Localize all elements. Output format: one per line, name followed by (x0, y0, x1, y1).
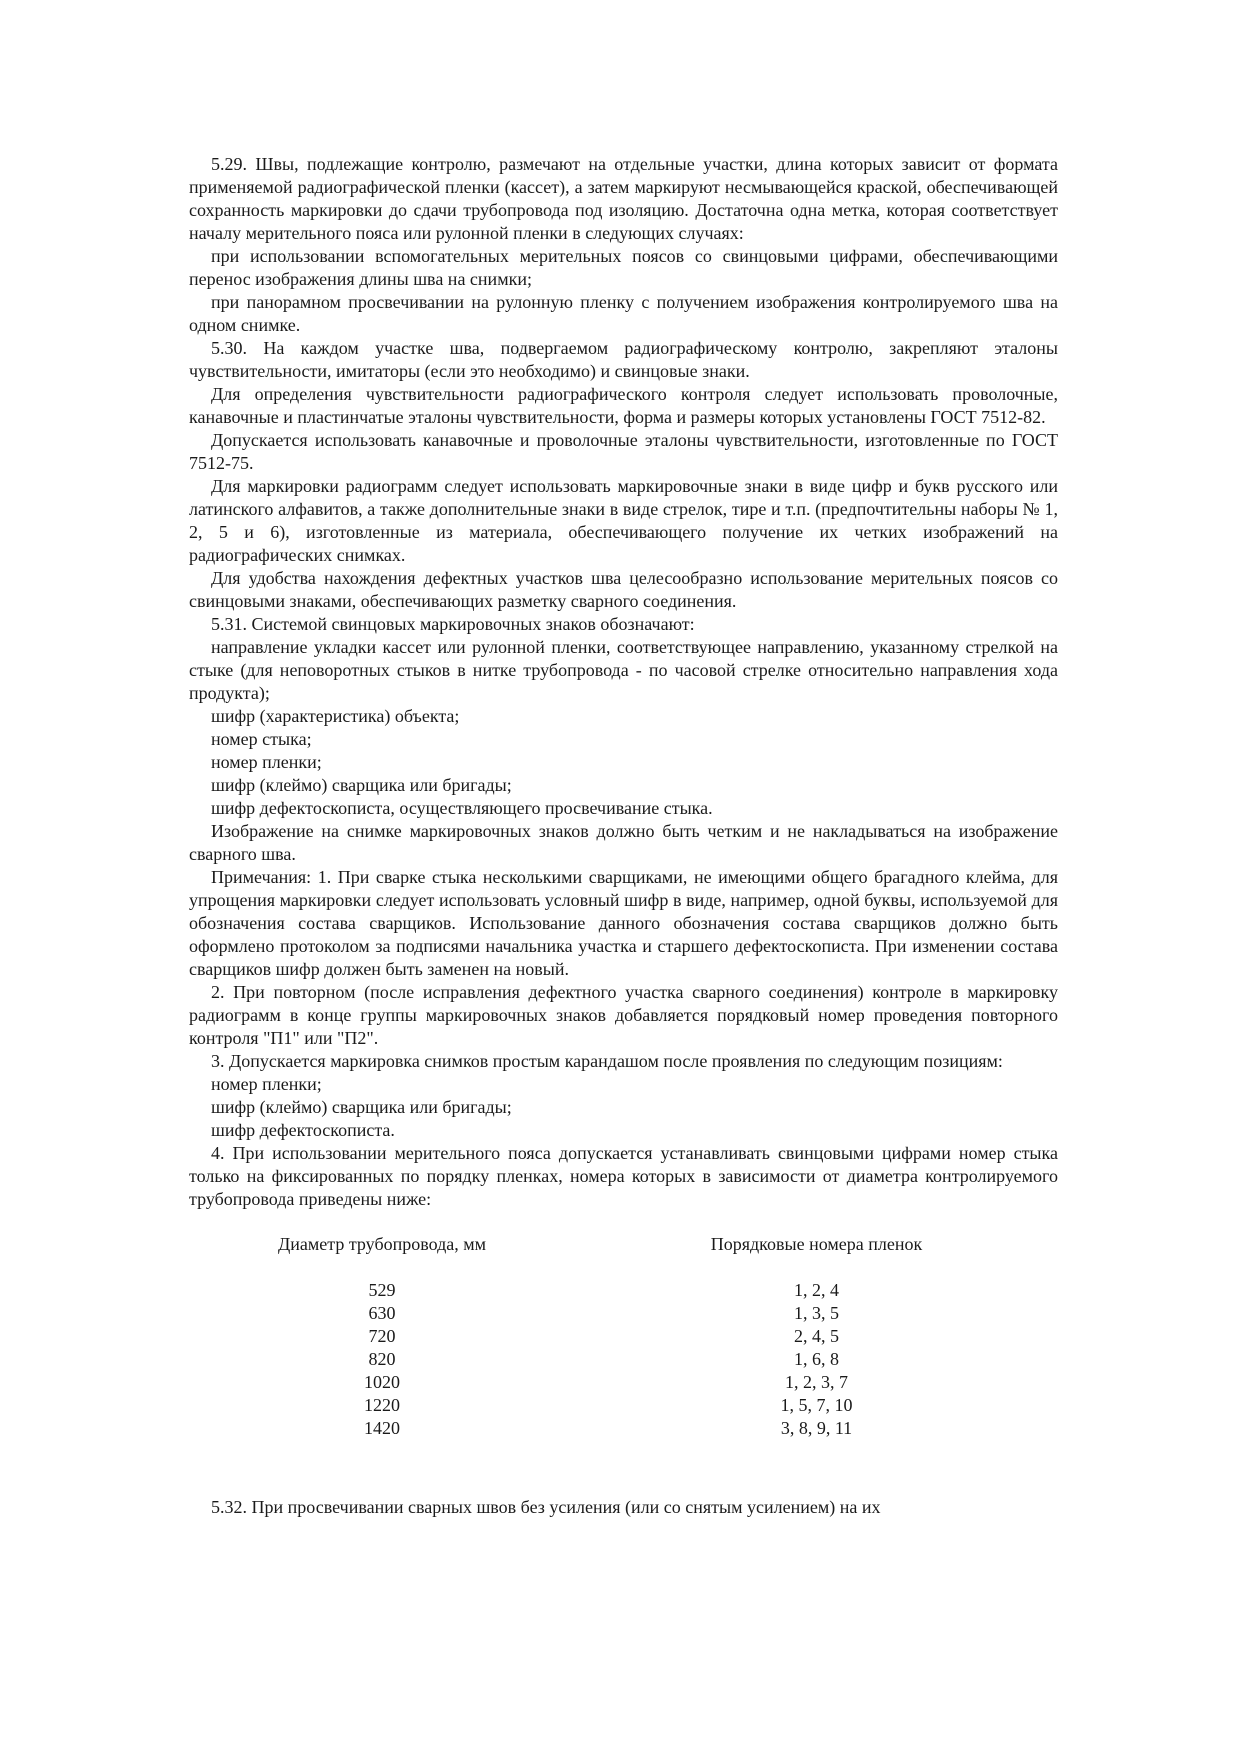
table-row (189, 1348, 1058, 1371)
document-page (189, 153, 1058, 1519)
paragraph-note-1: Примечания: 1. При сварке стыка несколькими сварщиками, не имеющими общего брагадного клейма, для упрощения маркировки следует использовать условный шифр в виде, например, одной буквы, используемой для обозначения состава сварщиков. Использование данного обозначения состава сварщиков должно быть оформлено протоколом за подписями начальника участка и старшего дефектоскописта. При изменении состава сварщиков шифр должен быть заменен на новый. (189, 867, 1058, 979)
table-row (189, 1371, 1058, 1394)
table-row (189, 1417, 1058, 1440)
table-row (189, 1302, 1058, 1325)
table-cell-diameter: 630 (368, 1303, 396, 1323)
list-item-film-number-2: номер пленки; (211, 1074, 322, 1094)
table-cell-film-numbers: 1, 3, 5 (794, 1303, 839, 1323)
table-cell-diameter: 1420 (364, 1418, 400, 1438)
table-cell-diameter: 1220 (364, 1395, 400, 1415)
table-header-diameter: Диаметр трубопровода, мм (277, 1234, 487, 1254)
paragraph-5-32: 5.32. При просвечивании сварных швов без усиления (или со снятым усилением) на их (211, 1497, 881, 1517)
table-row (189, 1394, 1058, 1417)
paragraph-note-3: 3. Допускается маркировка снимков простым карандашом после проявления по следующим позициям: (211, 1051, 1003, 1071)
table-cell-diameter: 820 (368, 1349, 396, 1369)
table-cell-film-numbers: 1, 2, 3, 7 (785, 1372, 848, 1392)
film-number-table (189, 1233, 1058, 1440)
paragraph-image-clarity: Изображение на снимке маркировочных знаков должно быть четким и не накладываться на изображение сварного шва. (189, 821, 1058, 864)
table-body (189, 1279, 1058, 1440)
table-cell-film-numbers: 3, 8, 9, 11 (780, 1418, 853, 1438)
paragraph-allowed-standards: Допускается использовать канавочные и проволочные эталоны чувствительности, изготовленные по ГОСТ 7512-75. (189, 430, 1058, 473)
paragraph-5-30: 5.30. На каждом участке шва, подвергаемом радиографическому контролю, закрепляют эталоны чувствительности, имитаторы (если это необходимо) и свинцовые знаки. (189, 338, 1058, 381)
table-cell-diameter: 720 (368, 1326, 396, 1346)
list-item-joint-number: номер стыка; (211, 729, 312, 749)
table-cell-film-numbers: 1, 6, 8 (794, 1349, 839, 1369)
table-cell-film-numbers: 1, 2, 4 (794, 1280, 839, 1300)
list-item-film-number: номер пленки; (211, 752, 322, 772)
table-cell-diameter: 529 (368, 1280, 396, 1300)
paragraph-aux-belts: при использовании вспомогательных мерительных поясов со свинцовыми цифрами, обеспечивающими перенос изображения длины шва на снимки; (189, 246, 1058, 289)
paragraph-note-2: 2. При повторном (после исправления дефектного участка сварного соединения) контроле в маркировку радиограмм в конце группы маркировочных знаков добавляется порядковый номер проведения повторного контроля "П1" или "П2". (189, 982, 1058, 1048)
table-cell-film-numbers: 1, 5, 7, 10 (780, 1395, 853, 1415)
paragraph-panoramic: при панорамном просвечивании на рулонную пленку с получением изображения контролируемого шва на одном снимке. (189, 292, 1058, 335)
table-row (189, 1279, 1058, 1302)
table-header-film-numbers: Порядковые номера пленок (710, 1234, 923, 1254)
paragraph-note-4: 4. При использовании мерительного пояса допускается устанавливать свинцовыми цифрами номер стыка только на фиксированных по порядку пленках, номера которых в зависимости от диаметра контролируемого трубопровода приведены ниже: (189, 1143, 1058, 1209)
paragraph-marking-signs: Для маркировки радиограмм следует использовать маркировочные знаки в виде цифр и букв русского или латинского алфавитов, а также дополнительные знаки в виде стрелок, тире и т.п. (предпочтительны наборы № 1, 2, 5 и 6), изготовленные из материала, обеспечивающего получение их четких изображений на радиографических снимках. (189, 476, 1058, 565)
list-item-inspector-code-2: шифр дефектоскописта. (211, 1120, 395, 1140)
paragraph-5-29: 5.29. Швы, подлежащие контролю, размечают на отдельные участки, длина которых зависит от формата применяемой радиографической пленки (кассет), а затем маркируют несмывающейся краской, обеспечивающей сохранность маркировки до сдачи трубопровода под изоляцию. Достаточна одна метка, которая соответствует началу мерительного пояса или рулонной пленки в следующих случаях: (189, 154, 1058, 243)
table-cell-diameter: 1020 (364, 1372, 400, 1392)
list-item-inspector-code: шифр дефектоскописта, осуществляющего просвечивание стыка. (211, 798, 713, 818)
list-item-object-code: шифр (характеристика) объекта; (211, 706, 460, 726)
table-cell-film-numbers: 2, 4, 5 (794, 1326, 839, 1346)
paragraph-5-31: 5.31. Системой свинцовых маркировочных знаков обозначают: (211, 614, 695, 634)
list-item-direction: направление укладки кассет или рулонной пленки, соответствующее направлению, указанному стрелкой на стыке (для неповоротных стыков в нитке трубопровода - по часовой стрелке относительно направления хода продукта); (189, 637, 1058, 703)
table-row (189, 1325, 1058, 1348)
paragraph-defect-location: Для удобства нахождения дефектных участков шва целесообразно использование мерительных поясов со свинцовыми знаками, обеспечивающих разметку сварного соединения. (189, 568, 1058, 611)
paragraph-sensitivity: Для определения чувствительности радиографического контроля следует использовать проволочные, канавочные и пластинчатые эталоны чувствительности, форма и размеры которых установлены ГОСТ 7512-82. (189, 384, 1058, 427)
table-header-row (189, 1233, 1058, 1256)
list-item-welder-code-2: шифр (клеймо) сварщика или бригады; (211, 1097, 512, 1117)
list-item-welder-code: шифр (клеймо) сварщика или бригады; (211, 775, 512, 795)
